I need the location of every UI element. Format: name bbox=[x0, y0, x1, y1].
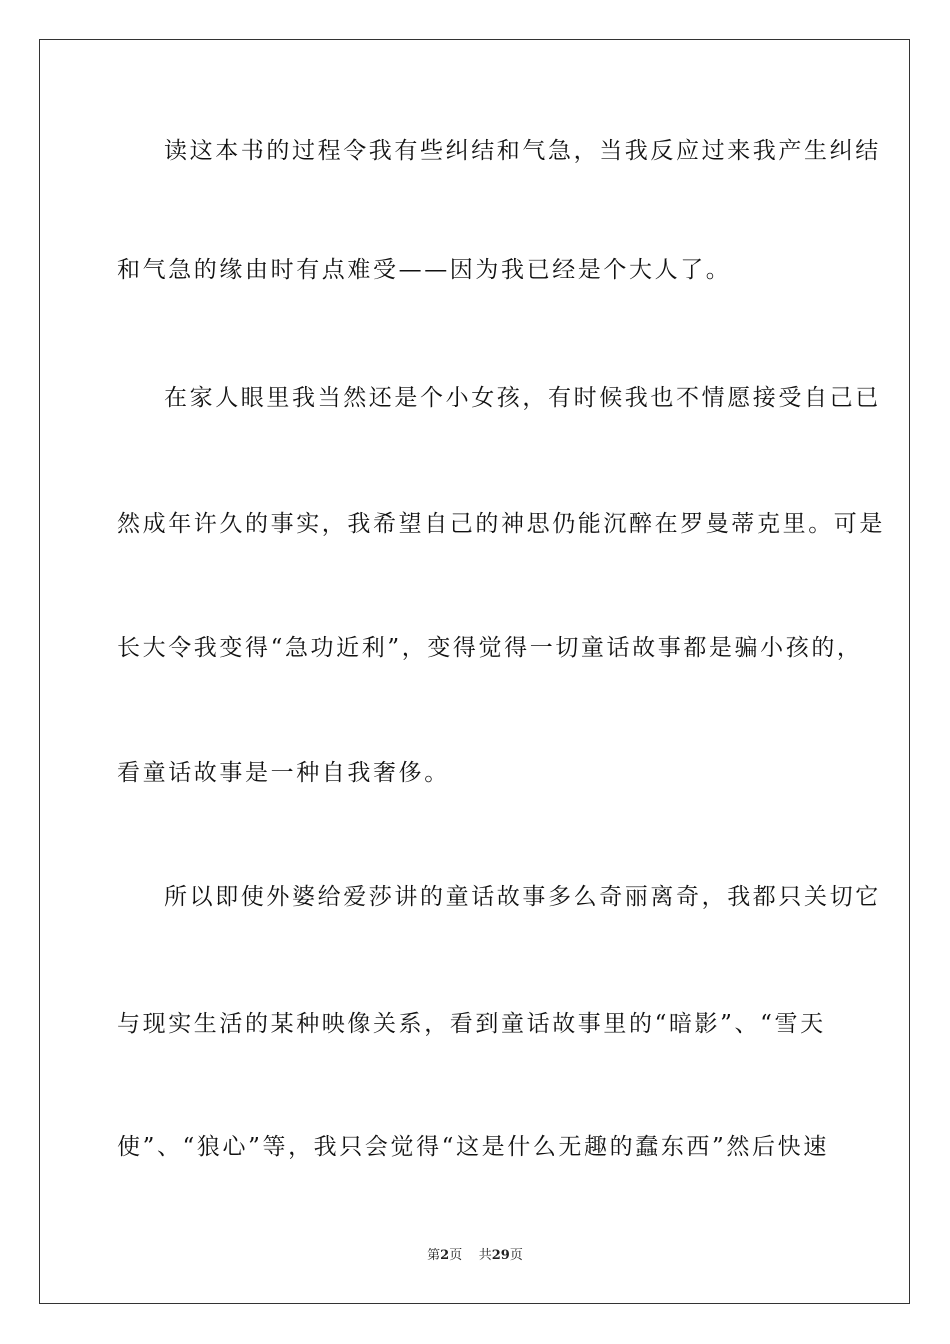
paragraph-3-line-2: 与现实生活的某种映像关系，看到童话故事里的“暗影”、“雪天 bbox=[117, 1011, 826, 1037]
paragraph-3-line-1: 所以即使外婆给爱莎讲的童话故事多么奇丽离奇，我都只关切它 bbox=[164, 884, 881, 910]
total-prefix: 共 bbox=[478, 1248, 492, 1263]
total-suffix: 页 bbox=[509, 1248, 523, 1263]
paragraph-2-line-3: 长大令我变得“急功近利”，变得觉得一切童话故事都是骗小孩的， bbox=[117, 635, 863, 661]
paragraph-2-line-4: 看童话故事是一种自我奢侈。 bbox=[117, 760, 450, 786]
page-border bbox=[39, 39, 910, 1304]
page-suffix: 页 bbox=[449, 1248, 463, 1263]
paragraph-2-line-2: 然成年许久的事实，我希望自己的神思仍能沉醉在罗曼蒂克里。可是 bbox=[117, 511, 885, 537]
paragraph-1-line-1: 读这本书的过程令我有些纠结和气急，当我反应过来我产生纠结 bbox=[164, 138, 881, 164]
paragraph-3-line-3: 使”、“狼心”等，我只会觉得“这是什么无趣的蠢东西”然后快速 bbox=[117, 1134, 829, 1160]
paragraph-2-line-1: 在家人眼里我当然还是个小女孩，有时候我也不情愿接受自己已 bbox=[164, 385, 881, 411]
page-footer bbox=[0, 1247, 950, 1265]
paragraph-1-line-2: 和气急的缘由时有点难受——因为我已经是个大人了。 bbox=[117, 257, 732, 283]
page-prefix: 第 bbox=[427, 1248, 441, 1263]
page-number: 2 bbox=[440, 1248, 450, 1263]
total-pages: 29 bbox=[491, 1248, 510, 1263]
